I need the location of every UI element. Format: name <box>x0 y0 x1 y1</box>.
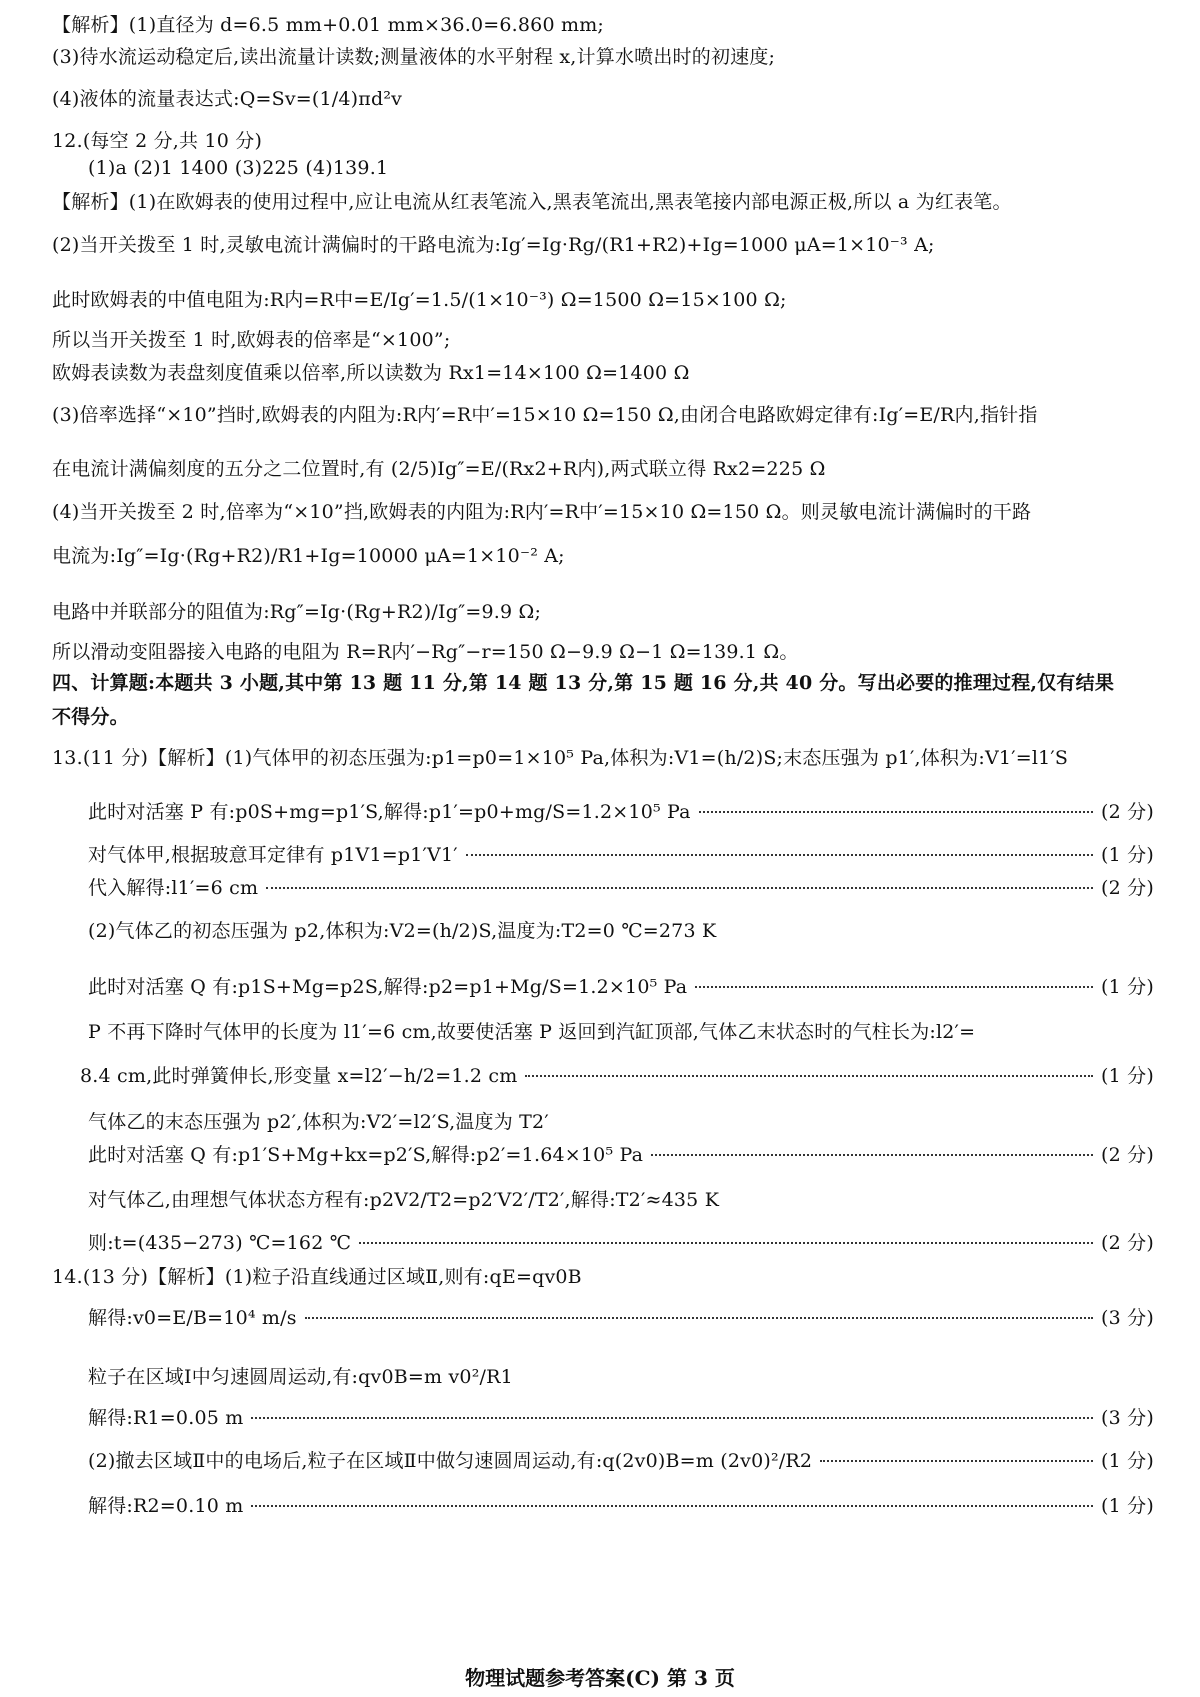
scored-text: 代入解得:l1′=6 cm <box>88 877 259 899</box>
score-label: (1 分) <box>1101 1065 1154 1087</box>
section-heading-cont: 不得分。 <box>52 706 129 728</box>
score-label: (2 分) <box>1101 877 1154 899</box>
text-line: (3)待水流运动稳定后,读出流量计读数;测量液体的水平射程 x,计算水喷出时的初速度; <box>52 46 776 68</box>
leader-dots <box>525 1073 1093 1077</box>
leader-dots <box>651 1152 1093 1156</box>
text-line: 电流为:Ig″=Ig·(Rg+R2)/R1+Ig=10000 μA=1×10⁻² A; <box>52 545 565 567</box>
score-label: (2 分) <box>1101 801 1154 823</box>
text-line: (2)气体乙的初态压强为 p2,体积为:V2=(h/2)S,温度为:T2=0 ℃=273 K <box>88 920 717 942</box>
text-line: 此时欧姆表的中值电阻为:R内=R中=E/Ig′=1.5/(1×10⁻³) Ω=1500 Ω=15×100 Ω; <box>52 289 787 311</box>
text-line: 所以滑动变阻器接入电路的电阻为 R=R内′−Rg″−r=150 Ω−9.9 Ω−1 Ω=139.1 Ω。 <box>52 641 799 663</box>
scored-line <box>88 1228 1154 1255</box>
leader-dots <box>266 885 1093 889</box>
leader-dots <box>305 1315 1093 1319</box>
text-line: P 不再下降时气体甲的长度为 l1′=6 cm,故要使活塞 P 返回到汽缸顶部,气体乙末状态时的气柱长为:l2′= <box>88 1021 976 1043</box>
leader-dots <box>359 1240 1093 1244</box>
leader-dots <box>251 1503 1093 1507</box>
scored-text: 则:t=(435−273) ℃=162 ℃ <box>88 1232 352 1254</box>
scored-line <box>88 873 1154 900</box>
text-line: 所以当开关拨至 1 时,欧姆表的倍率是“×100”; <box>52 329 451 351</box>
scored-text: (2)撤去区域Ⅱ中的电场后,粒子在区域Ⅱ中做匀速圆周运动,有:q(2v0)B=m (2v0)²/R2 <box>88 1450 813 1472</box>
scored-line <box>80 1061 1154 1088</box>
text-line: (1)a (2)1 1400 (3)225 (4)139.1 <box>88 157 389 179</box>
text-line: 欧姆表读数为表盘刻度值乘以倍率,所以读数为 Rx1=14×100 Ω=1400 Ω <box>52 362 690 384</box>
scored-line <box>88 797 1154 824</box>
text-line: 12.(每空 2 分,共 10 分) <box>52 130 263 152</box>
text-line: 14.(13 分)【解析】(1)粒子沿直线通过区域Ⅱ,则有:qE=qv0B <box>52 1266 582 1288</box>
text-line: 气体乙的末态压强为 p2′,体积为:V2′=l2′S,温度为 T2′ <box>88 1111 549 1133</box>
text-line: (4)液体的流量表达式:Q=Sv=(1/4)πd²v <box>52 88 403 110</box>
score-label: (3 分) <box>1101 1307 1154 1329</box>
text-line: 在电流计满偏刻度的五分之二位置时,有 (2/5)Ig″=E/(Rx2+R内),两式联立得 Rx2=225 Ω <box>52 458 826 480</box>
text-line: 对气体乙,由理想气体状态方程有:p2V2/T2=p2′V2′/T2′,解得:T2′≈435 K <box>88 1189 720 1211</box>
scored-text: 此时对活塞 P 有:p0S+mg=p1′S,解得:p1′=p0+mg/S=1.2×10⁵ Pa <box>88 801 691 823</box>
score-label: (1 分) <box>1101 1450 1154 1472</box>
scored-line <box>88 1403 1154 1430</box>
scored-line <box>88 972 1154 999</box>
leader-dots <box>699 809 1093 813</box>
scored-text: 8.4 cm,此时弹簧伸长,形变量 x=l2′−h/2=1.2 cm <box>80 1065 518 1087</box>
scored-text: 解得:R2=0.10 m <box>88 1495 244 1517</box>
score-label: (1 分) <box>1101 1495 1154 1517</box>
scored-text: 此时对活塞 Q 有:p1S+Mg=p2S,解得:p2=p1+Mg/S=1.2×10⁵ Pa <box>88 976 688 998</box>
scored-text: 对气体甲,根据玻意耳定律有 p1V1=p1′V1′ <box>88 844 458 866</box>
score-label: (1 分) <box>1101 976 1154 998</box>
leader-dots <box>466 852 1093 856</box>
text-line: 粒子在区域Ⅰ中匀速圆周运动,有:qv0B=m v0²/R1 <box>88 1366 513 1388</box>
text-line: 13.(11 分)【解析】(1)气体甲的初态压强为:p1=p0=1×10⁵ Pa,体积为:V1=(h/2)S;末态压强为 p1′,体积为:V1′=l1′S <box>52 747 1069 769</box>
text-line: (4)当开关拨至 2 时,倍率为“×10”挡,欧姆表的内阻为:R内′=R中′=15×10 Ω=150 Ω。则灵敏电流计满偏时的干路 <box>52 501 1032 523</box>
scored-text: 解得:R1=0.05 m <box>88 1407 244 1429</box>
score-label: (3 分) <box>1101 1407 1154 1429</box>
scored-line <box>88 1446 1154 1473</box>
scored-line <box>88 840 1154 867</box>
text-line: 【解析】(1)在欧姆表的使用过程中,应让电流从红表笔流入,黑表笔流出,黑表笔接内部电源正极,所以 a 为红表笔。 <box>52 191 1012 213</box>
score-label: (1 分) <box>1101 844 1154 866</box>
leader-dots <box>251 1415 1093 1419</box>
scored-line <box>88 1491 1154 1518</box>
text-line: (2)当开关拨至 1 时,灵敏电流计满偏时的干路电流为:Ig′=Ig·Rg/(R1+R2)+Ig=1000 μA=1×10⁻³ A; <box>52 234 935 256</box>
text-line: 【解析】(1)直径为 d=6.5 mm+0.01 mm×36.0=6.860 mm; <box>52 14 605 36</box>
scored-text: 解得:v0=E/B=10⁴ m/s <box>88 1307 297 1329</box>
score-label: (2 分) <box>1101 1144 1154 1166</box>
score-label: (2 分) <box>1101 1232 1154 1254</box>
text-line: 电路中并联部分的阻值为:Rg″=Ig·(Rg+R2)/Ig″=9.9 Ω; <box>52 601 542 623</box>
page-footer: 物理试题参考答案(C) 第 3 页 <box>465 1666 735 1690</box>
scored-line <box>88 1140 1154 1167</box>
scored-line <box>88 1303 1154 1330</box>
scored-text: 此时对活塞 Q 有:p1′S+Mg+kx=p2′S,解得:p2′=1.64×10⁵ Pa <box>88 1144 644 1166</box>
leader-dots <box>695 984 1093 988</box>
leader-dots <box>820 1458 1093 1462</box>
text-line: (3)倍率选择“×10”挡时,欧姆表的内阻为:R内′=R中′=15×10 Ω=150 Ω,由闭合电路欧姆定律有:Ig′=E/R内,指针指 <box>52 404 1038 426</box>
section-heading: 四、计算题:本题共 3 小题,其中第 13 题 11 分,第 14 题 13 分,第 15 题 16 分,共 40 分。写出必要的推理过程,仅有结果 <box>52 672 1115 694</box>
